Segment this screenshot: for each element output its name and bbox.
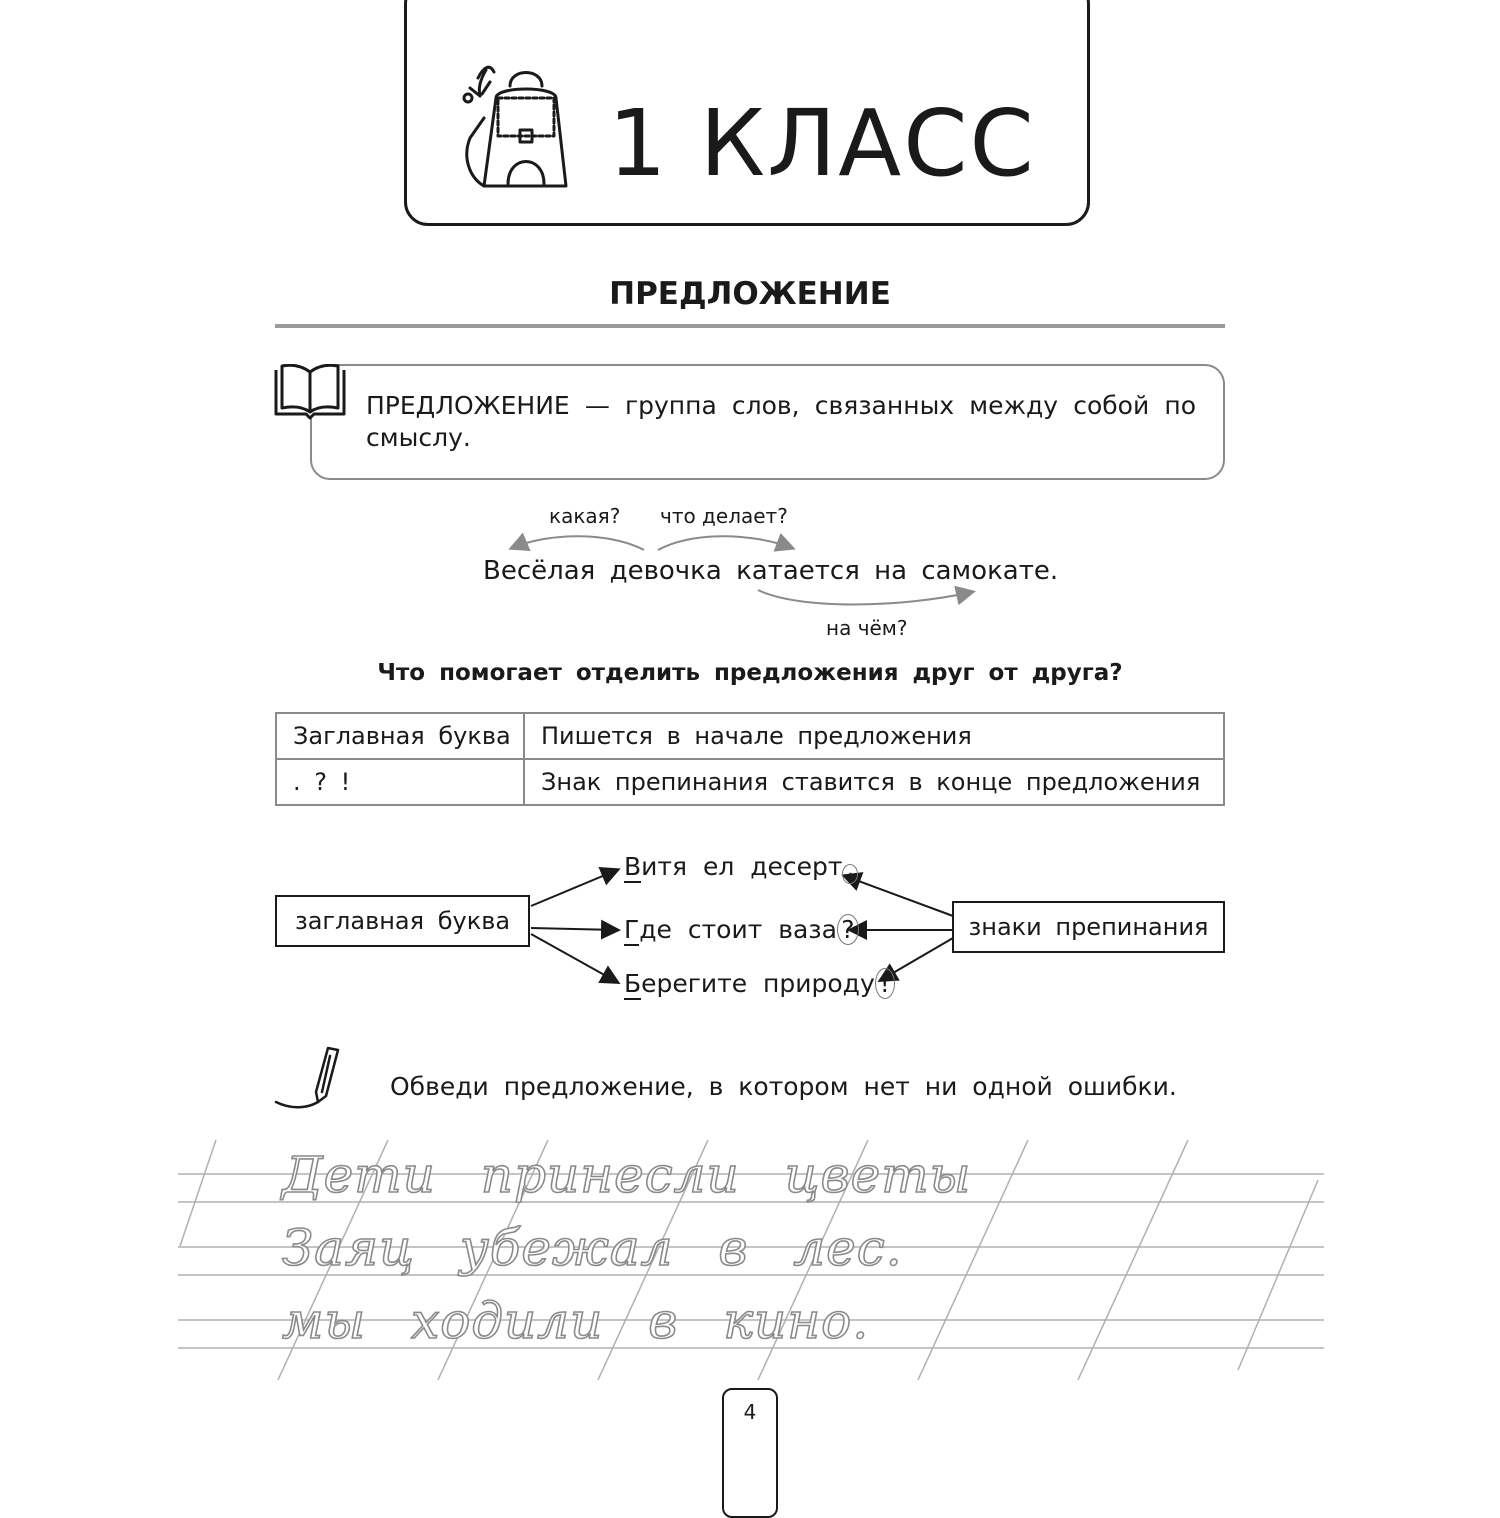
punctuation-box: знаки препинания: [952, 901, 1225, 953]
example-sentence: [483, 556, 1058, 586]
question-na-chem: на чём?: [826, 616, 908, 640]
table-cell: Пишется в начале предложения: [524, 713, 1224, 759]
capital-letter: Б: [624, 969, 642, 998]
pencil-icon: [272, 1044, 348, 1114]
word: девочка: [609, 556, 722, 586]
handwriting-sentence[interactable]: Дети принесли цветы: [282, 1146, 972, 1204]
table-cell: . ? !: [276, 759, 524, 805]
example-line: [624, 852, 858, 884]
punctuation-mark: !: [875, 968, 895, 999]
example-text: итя ел десерт: [641, 852, 843, 881]
book-icon: [272, 364, 348, 420]
section-question: Что помогает отделить предложения друг от друга?: [377, 660, 1123, 686]
capital-letter: Г: [624, 915, 640, 944]
definition-text: ПРЕДЛОЖЕНИЕ — группа слов, связанных между собой по смыслу.: [366, 391, 1196, 452]
punctuation-mark: .: [842, 864, 858, 884]
example-text: ерегите природу: [641, 969, 875, 998]
grade-title: 1 КЛАСС: [608, 90, 1036, 197]
punctuation-mark: ?: [837, 914, 859, 945]
word: самокате.: [921, 556, 1059, 586]
word: на: [874, 556, 908, 586]
backpack-icon: [450, 58, 590, 198]
example-line: [624, 914, 859, 945]
question-chto-delaet: что делает?: [660, 504, 788, 528]
example-line: [624, 968, 895, 999]
capital-letter-box: заглавная буква: [275, 895, 530, 947]
table-cell: Знак препинания ставится в конце предложения: [524, 759, 1224, 805]
page-number: 4: [722, 1388, 778, 1518]
capital-letter: В: [624, 852, 642, 881]
task-instruction: Обведи предложение, в котором нет ни одной ошибки.: [390, 1072, 1177, 1101]
handwriting-sentence[interactable]: мы ходили в кино.: [282, 1292, 870, 1350]
example-text: де стоит ваза: [639, 915, 837, 944]
topic-title: ПРЕДЛОЖЕНИЕ: [609, 276, 891, 312]
table-row: [276, 713, 1224, 759]
table-cell: Заглавная буква: [276, 713, 524, 759]
divider: [275, 324, 1225, 328]
table-row: [276, 759, 1224, 805]
word: Весёлая: [483, 556, 596, 586]
rules-table: [275, 712, 1225, 806]
word: катается: [736, 556, 860, 586]
question-kakaya: какая?: [549, 504, 621, 528]
handwriting-sentence[interactable]: Заяц убежал в лес.: [282, 1219, 903, 1277]
